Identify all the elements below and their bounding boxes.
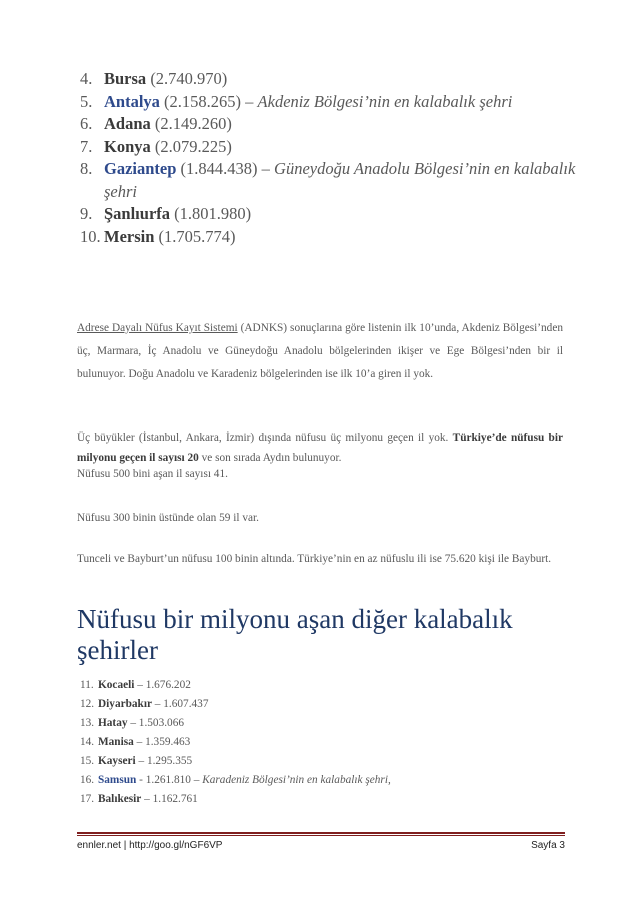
city-note: Karadeniz Bölgesi’nin en kalabalık şehri, (202, 774, 391, 786)
list-item (80, 790, 560, 809)
paragraph-text: (ADNKS) sonuçlarına göre listenin ilk 10’unda, Akdeniz Bölgesi’nden üç, Marmara, İç Anadolu ve Güneydoğu Anadolu bölgelerinden ikişer ve Ege Bölgesi’nden bir il bulunuyor. Doğu Anadolu ve Karadeniz bölgelerinden ise ilk 10’a giren il yok. (77, 322, 563, 380)
list-item (80, 136, 580, 159)
city-population: – 1.162.761 (141, 793, 198, 805)
city-note: Akdeniz Bölgesi’nin en kalabalık şehri (257, 91, 513, 111)
list-number: 6. (80, 114, 93, 133)
list-item (80, 203, 580, 226)
section-heading: Nüfusu bir milyonu aşan diğer kalabalık şehirler (77, 604, 513, 665)
page-number: Sayfa 3 (531, 840, 565, 851)
footer-source-link[interactable]: ennler.net | http://goo.gl/nGF6VP (77, 840, 223, 851)
list-number: 4. (80, 69, 93, 88)
list-number: 7. (80, 136, 93, 156)
paragraph-text: Üç büyükler (İstanbul, Ankara, İzmir) dışında nüfusu üç milyonu geçen il yok. (77, 432, 453, 444)
city-name: Hatay (98, 717, 128, 729)
list-number: 10. (80, 226, 101, 246)
city-name: Manisa (98, 736, 134, 748)
city-name-link[interactable]: Gaziantep (104, 159, 177, 178)
city-name-link[interactable]: Samsun (98, 774, 137, 786)
list-item (80, 714, 560, 733)
list-item (80, 676, 560, 695)
list-number: 17. (80, 793, 95, 805)
paragraph-bold-text: nüfusu bir milyonu geçen il sayısı 20 (77, 432, 563, 464)
list-item (80, 68, 580, 91)
list-number: 14. (80, 736, 95, 748)
paragraph-least-populated: Tunceli ve Bayburt’un nüfusu 100 binin altında. Türkiye’nin en az nüfuslu ili ise 75.620 kişi ile Bayburt. (77, 553, 552, 565)
list-number: 11. (80, 679, 94, 691)
list-item (80, 226, 580, 249)
list-number: 5. (80, 91, 93, 111)
city-population: – 1.607.437 (151, 698, 209, 710)
list-item (80, 752, 560, 771)
city-population: (1.844.438) – (176, 159, 275, 178)
list-item (80, 695, 560, 714)
city-population: (1.801.980) (170, 204, 252, 223)
city-population: – 1.503.066 (127, 717, 184, 729)
city-name: Kayseri (98, 755, 136, 767)
list-number: 12. (80, 698, 95, 710)
footer-divider (77, 832, 565, 834)
footer-divider-thin (77, 835, 565, 836)
city-name: Kocaeli (98, 679, 135, 691)
city-population: (2.740.970) (146, 69, 228, 88)
city-population: (2.079.225) (150, 136, 232, 156)
city-population: (2.158.265) – (159, 91, 258, 111)
city-population: (1.705.774) (154, 226, 236, 246)
paragraph-adnks (77, 317, 563, 385)
list-item (80, 771, 560, 790)
top-cities-list (80, 68, 580, 248)
other-cities-list (80, 676, 560, 809)
adnks-link[interactable]: Adrese Dayalı Nüfus Kayıt Sistemi (77, 322, 238, 334)
city-name: Mersin (104, 226, 155, 246)
list-number: 16. (80, 774, 95, 786)
paragraph-big-three (77, 428, 563, 468)
list-item (80, 158, 580, 203)
paragraph-500k: Nüfusu 500 bini aşan il sayısı 41. (77, 468, 228, 480)
city-population: - 1.261.810 – (136, 774, 203, 786)
list-item (80, 91, 580, 114)
paragraph-text: ve son sırada Aydın bulunuyor. (198, 452, 342, 464)
city-name: Balıkesir (98, 793, 142, 805)
city-population: – 1.359.463 (133, 736, 191, 748)
city-name: Adana (104, 114, 151, 133)
city-population: (2.149.260) (150, 114, 232, 133)
city-name: Bursa (104, 69, 147, 88)
list-item (80, 113, 580, 136)
list-number: 15. (80, 755, 95, 767)
paragraph-bold-text: Türkiye’de (452, 432, 511, 444)
city-name-link[interactable]: Antalya (104, 91, 160, 111)
list-number: 13. (80, 717, 95, 729)
city-population: – 1.295.355 (135, 755, 193, 767)
list-number: 8. (80, 159, 93, 178)
city-population: – 1.676.202 (134, 679, 191, 691)
city-note: Güneydoğu Anadolu Bölgesi’nin en kalabalık şehri (104, 159, 576, 201)
list-item (80, 733, 560, 752)
list-number: 9. (80, 204, 93, 223)
paragraph-300k: Nüfusu 300 binin üstünde olan 59 il var. (77, 512, 259, 524)
city-name: Diyarbakır (98, 698, 152, 710)
city-name: Konya (104, 136, 151, 156)
city-name: Şanlıurfa (104, 204, 171, 223)
